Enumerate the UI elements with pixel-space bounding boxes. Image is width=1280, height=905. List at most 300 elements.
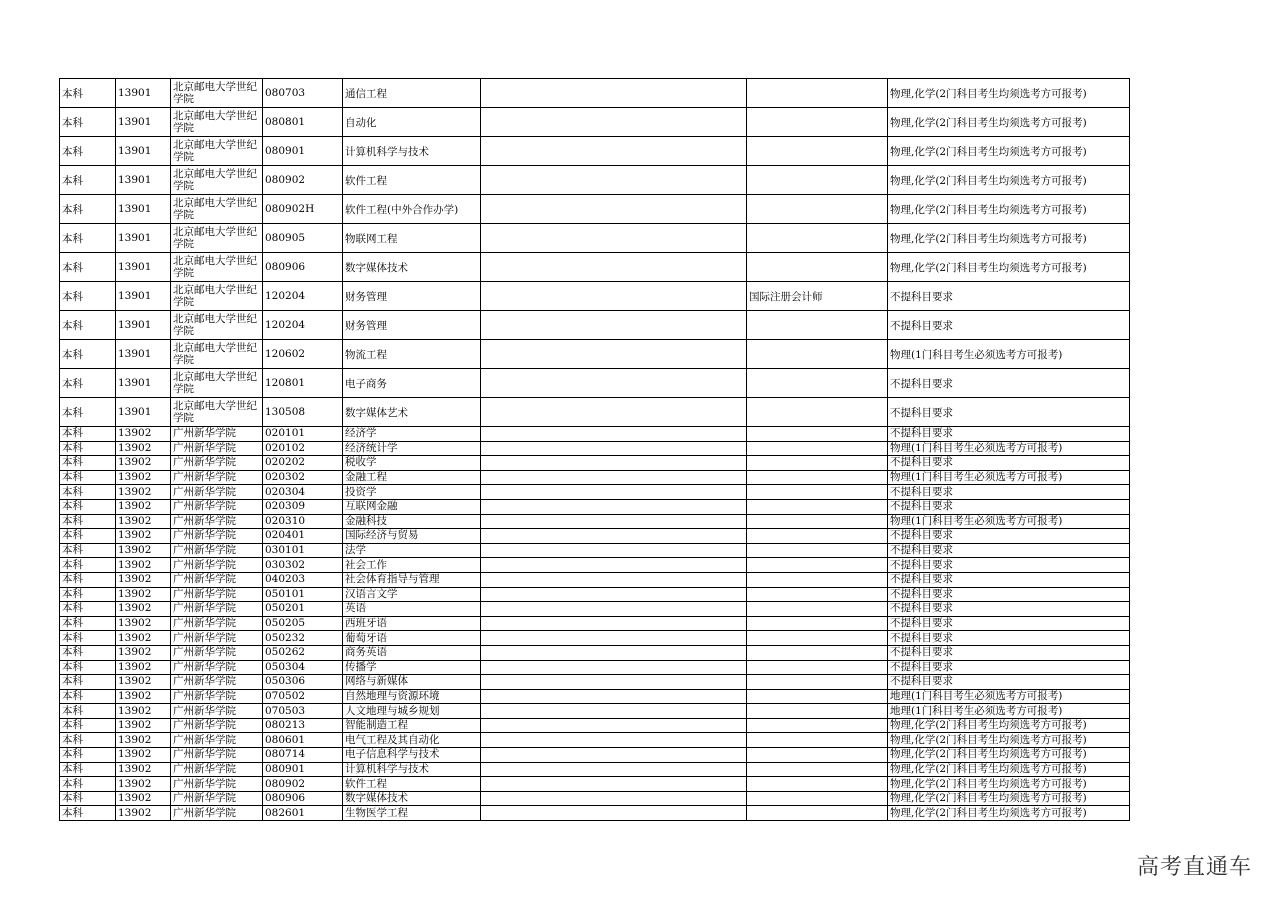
- cell-school-name: 广州新华学院: [171, 529, 263, 544]
- cell-level: 本科: [60, 108, 116, 137]
- cell-major-name: 生物医学工程: [343, 806, 481, 821]
- table-row: [60, 748, 1130, 763]
- table-row: [60, 282, 1130, 311]
- cell-school-name: 北京邮电大学世纪学院: [171, 79, 263, 108]
- cell-level: 本科: [60, 718, 116, 733]
- cell-certificate: [747, 762, 888, 777]
- table-row: [60, 543, 1130, 558]
- cell-note: [481, 806, 747, 821]
- cell-major-name: 商务英语: [343, 645, 481, 660]
- cell-school-name: 广州新华学院: [171, 733, 263, 748]
- cell-school-name: 广州新华学院: [171, 558, 263, 573]
- cell-level: 本科: [60, 456, 116, 471]
- table-row: [60, 572, 1130, 587]
- cell-certificate: [747, 311, 888, 340]
- cell-note: [481, 543, 747, 558]
- cell-certificate: [747, 456, 888, 471]
- cell-level: 本科: [60, 748, 116, 763]
- cell-major-code: 080906: [263, 253, 343, 282]
- cell-school-name: 广州新华学院: [171, 543, 263, 558]
- table-row: [60, 485, 1130, 500]
- cell-major-code: 080703: [263, 79, 343, 108]
- table-row: [60, 456, 1130, 471]
- cell-subject-requirement: 物理,化学(2门科目考生均须选考方可报考): [888, 137, 1130, 166]
- cell-certificate: [747, 572, 888, 587]
- cell-level: 本科: [60, 166, 116, 195]
- cell-major-code: 020101: [263, 427, 343, 442]
- cell-subject-requirement: 物理(1门科目考生必须选考方可报考): [888, 514, 1130, 529]
- cell-note: [481, 762, 747, 777]
- cell-major-code: 080213: [263, 718, 343, 733]
- cell-certificate: [747, 704, 888, 719]
- cell-school-name: 广州新华学院: [171, 645, 263, 660]
- cell-school-name: 广州新华学院: [171, 791, 263, 806]
- cell-certificate: [747, 558, 888, 573]
- cell-certificate: [747, 616, 888, 631]
- cell-note: [481, 470, 747, 485]
- table-row: [60, 195, 1130, 224]
- cell-level: 本科: [60, 398, 116, 427]
- cell-school-code: 13902: [116, 631, 171, 646]
- cell-school-name: 广州新华学院: [171, 689, 263, 704]
- cell-note: [481, 587, 747, 602]
- cell-major-code: 080801: [263, 108, 343, 137]
- cell-certificate: [747, 675, 888, 690]
- cell-major-code: 080901: [263, 762, 343, 777]
- cell-school-name: 广州新华学院: [171, 777, 263, 792]
- cell-school-name: 北京邮电大学世纪学院: [171, 369, 263, 398]
- cell-major-code: 120204: [263, 282, 343, 311]
- cell-note: [481, 645, 747, 660]
- cell-major-code: 120602: [263, 340, 343, 369]
- cell-level: 本科: [60, 689, 116, 704]
- cell-major-name: 数字媒体技术: [343, 253, 481, 282]
- cell-school-code: 13901: [116, 137, 171, 166]
- cell-major-code: 020202: [263, 456, 343, 471]
- cell-subject-requirement: 物理,化学(2门科目考生均须选考方可报考): [888, 79, 1130, 108]
- cell-school-name: 广州新华学院: [171, 499, 263, 514]
- cell-note: [481, 572, 747, 587]
- table-row: [60, 470, 1130, 485]
- cell-subject-requirement: 不提科目要求: [888, 572, 1130, 587]
- cell-school-name: 北京邮电大学世纪学院: [171, 311, 263, 340]
- table-row: [60, 704, 1130, 719]
- cell-major-code: 040203: [263, 572, 343, 587]
- cell-level: 本科: [60, 616, 116, 631]
- cell-major-code: 020310: [263, 514, 343, 529]
- cell-certificate: [747, 427, 888, 442]
- cell-note: [481, 340, 747, 369]
- cell-major-name: 数字媒体艺术: [343, 398, 481, 427]
- cell-major-name: 数字媒体技术: [343, 791, 481, 806]
- cell-major-code: 020302: [263, 470, 343, 485]
- cell-school-name: 广州新华学院: [171, 660, 263, 675]
- cell-major-name: 金融工程: [343, 470, 481, 485]
- cell-major-name: 汉语言文学: [343, 587, 481, 602]
- cell-note: [481, 398, 747, 427]
- cell-major-code: 020304: [263, 485, 343, 500]
- cell-school-code: 13902: [116, 718, 171, 733]
- cell-major-name: 国际经济与贸易: [343, 529, 481, 544]
- cell-certificate: [747, 108, 888, 137]
- cell-school-name: 广州新华学院: [171, 485, 263, 500]
- cell-school-name: 广州新华学院: [171, 704, 263, 719]
- cell-major-name: 计算机科学与技术: [343, 137, 481, 166]
- cell-certificate: [747, 485, 888, 500]
- cell-school-code: 13902: [116, 499, 171, 514]
- cell-major-name: 自然地理与资源环境: [343, 689, 481, 704]
- cell-note: [481, 631, 747, 646]
- cell-subject-requirement: 物理(1门科目考生必须选考方可报考): [888, 441, 1130, 456]
- cell-school-code: 13901: [116, 253, 171, 282]
- cell-major-name: 英语: [343, 602, 481, 617]
- cell-note: [481, 777, 747, 792]
- table-row: [60, 645, 1130, 660]
- cell-certificate: 国际注册会计师: [747, 282, 888, 311]
- cell-level: 本科: [60, 762, 116, 777]
- cell-major-code: 050232: [263, 631, 343, 646]
- table-row: [60, 733, 1130, 748]
- cell-major-code: 082601: [263, 806, 343, 821]
- table-row: [60, 631, 1130, 646]
- cell-level: 本科: [60, 340, 116, 369]
- cell-major-name: 电气工程及其自动化: [343, 733, 481, 748]
- cell-major-name: 税收学: [343, 456, 481, 471]
- cell-subject-requirement: 不提科目要求: [888, 645, 1130, 660]
- cell-certificate: [747, 369, 888, 398]
- cell-major-code: 130508: [263, 398, 343, 427]
- cell-school-code: 13902: [116, 645, 171, 660]
- cell-certificate: [747, 791, 888, 806]
- cell-level: 本科: [60, 224, 116, 253]
- cell-school-name: 北京邮电大学世纪学院: [171, 224, 263, 253]
- cell-school-code: 13901: [116, 340, 171, 369]
- cell-certificate: [747, 340, 888, 369]
- cell-note: [481, 311, 747, 340]
- cell-major-name: 电子商务: [343, 369, 481, 398]
- cell-school-code: 13902: [116, 543, 171, 558]
- cell-major-name: 西班牙语: [343, 616, 481, 631]
- cell-school-code: 13902: [116, 572, 171, 587]
- cell-major-name: 财务管理: [343, 311, 481, 340]
- cell-certificate: [747, 748, 888, 763]
- cell-major-code: 080902H: [263, 195, 343, 224]
- cell-school-code: 13901: [116, 79, 171, 108]
- cell-level: 本科: [60, 704, 116, 719]
- cell-school-code: 13902: [116, 558, 171, 573]
- cell-major-name: 金融科技: [343, 514, 481, 529]
- cell-subject-requirement: 不提科目要求: [888, 602, 1130, 617]
- table-row: [60, 253, 1130, 282]
- table-row: [60, 718, 1130, 733]
- cell-subject-requirement: 不提科目要求: [888, 485, 1130, 500]
- table-row: [60, 499, 1130, 514]
- cell-note: [481, 660, 747, 675]
- table-row: [60, 166, 1130, 195]
- cell-major-name: 电子信息科学与技术: [343, 748, 481, 763]
- cell-school-name: 北京邮电大学世纪学院: [171, 195, 263, 224]
- cell-note: [481, 224, 747, 253]
- cell-school-code: 13902: [116, 704, 171, 719]
- cell-major-name: 物流工程: [343, 340, 481, 369]
- cell-school-code: 13902: [116, 660, 171, 675]
- cell-major-name: 软件工程: [343, 777, 481, 792]
- table-row: [60, 558, 1130, 573]
- cell-certificate: [747, 733, 888, 748]
- cell-school-name: 广州新华学院: [171, 587, 263, 602]
- table-row: [60, 529, 1130, 544]
- cell-major-name: 网络与新媒体: [343, 675, 481, 690]
- cell-note: [481, 456, 747, 471]
- cell-subject-requirement: 地理(1门科目考生必须选考方可报考): [888, 704, 1130, 719]
- cell-certificate: [747, 224, 888, 253]
- cell-school-code: 13902: [116, 806, 171, 821]
- table-row: [60, 616, 1130, 631]
- cell-level: 本科: [60, 311, 116, 340]
- cell-major-code: 030101: [263, 543, 343, 558]
- table-row: [60, 762, 1130, 777]
- table-row: [60, 311, 1130, 340]
- cell-certificate: [747, 602, 888, 617]
- cell-school-name: 广州新华学院: [171, 441, 263, 456]
- cell-level: 本科: [60, 587, 116, 602]
- cell-subject-requirement: 物理,化学(2门科目考生均须选考方可报考): [888, 195, 1130, 224]
- cell-certificate: [747, 777, 888, 792]
- cell-note: [481, 514, 747, 529]
- cell-school-name: 广州新华学院: [171, 762, 263, 777]
- table-row: [60, 806, 1130, 821]
- cell-major-code: 080905: [263, 224, 343, 253]
- cell-major-code: 080902: [263, 166, 343, 195]
- cell-major-code: 050201: [263, 602, 343, 617]
- cell-level: 本科: [60, 602, 116, 617]
- cell-major-name: 智能制造工程: [343, 718, 481, 733]
- cell-subject-requirement: 物理(1门科目考生必须选考方可报考): [888, 340, 1130, 369]
- cell-major-code: 080901: [263, 137, 343, 166]
- cell-major-code: 050306: [263, 675, 343, 690]
- cell-note: [481, 137, 747, 166]
- cell-certificate: [747, 195, 888, 224]
- cell-note: [481, 748, 747, 763]
- cell-subject-requirement: 不提科目要求: [888, 558, 1130, 573]
- cell-major-code: 080601: [263, 733, 343, 748]
- cell-certificate: [747, 253, 888, 282]
- table-row: [60, 791, 1130, 806]
- table-row: [60, 441, 1130, 456]
- cell-school-name: 广州新华学院: [171, 718, 263, 733]
- cell-school-name: 广州新华学院: [171, 616, 263, 631]
- cell-certificate: [747, 689, 888, 704]
- cell-school-code: 13901: [116, 195, 171, 224]
- cell-level: 本科: [60, 733, 116, 748]
- cell-certificate: [747, 166, 888, 195]
- cell-school-code: 13902: [116, 748, 171, 763]
- cell-note: [481, 602, 747, 617]
- table-row: [60, 340, 1130, 369]
- cell-subject-requirement: 不提科目要求: [888, 427, 1130, 442]
- cell-certificate: [747, 587, 888, 602]
- cell-subject-requirement: 不提科目要求: [888, 282, 1130, 311]
- table-row: [60, 79, 1130, 108]
- cell-level: 本科: [60, 572, 116, 587]
- cell-school-name: 广州新华学院: [171, 748, 263, 763]
- cell-level: 本科: [60, 660, 116, 675]
- cell-school-code: 13902: [116, 529, 171, 544]
- cell-level: 本科: [60, 558, 116, 573]
- cell-school-name: 广州新华学院: [171, 675, 263, 690]
- cell-note: [481, 558, 747, 573]
- cell-certificate: [747, 631, 888, 646]
- cell-certificate: [747, 470, 888, 485]
- cell-school-name: 北京邮电大学世纪学院: [171, 137, 263, 166]
- cell-note: [481, 791, 747, 806]
- cell-major-code: 030302: [263, 558, 343, 573]
- cell-note: [481, 427, 747, 442]
- cell-note: [481, 499, 747, 514]
- cell-subject-requirement: 不提科目要求: [888, 631, 1130, 646]
- cell-certificate: [747, 645, 888, 660]
- cell-note: [481, 704, 747, 719]
- cell-major-name: 自动化: [343, 108, 481, 137]
- cell-level: 本科: [60, 675, 116, 690]
- cell-major-name: 法学: [343, 543, 481, 558]
- cell-note: [481, 485, 747, 500]
- cell-subject-requirement: 物理,化学(2门科目考生均须选考方可报考): [888, 733, 1130, 748]
- cell-school-name: 广州新华学院: [171, 602, 263, 617]
- cell-note: [481, 253, 747, 282]
- cell-subject-requirement: 不提科目要求: [888, 616, 1130, 631]
- cell-major-code: 080902: [263, 777, 343, 792]
- cell-subject-requirement: 物理(1门科目考生必须选考方可报考): [888, 470, 1130, 485]
- cell-school-code: 13901: [116, 369, 171, 398]
- cell-school-code: 13902: [116, 791, 171, 806]
- cell-subject-requirement: 物理,化学(2门科目考生均须选考方可报考): [888, 166, 1130, 195]
- table-row: [60, 514, 1130, 529]
- cell-level: 本科: [60, 529, 116, 544]
- cell-level: 本科: [60, 514, 116, 529]
- cell-certificate: [747, 398, 888, 427]
- cell-major-code: 020401: [263, 529, 343, 544]
- cell-subject-requirement: 物理,化学(2门科目考生均须选考方可报考): [888, 806, 1130, 821]
- cell-school-name: 北京邮电大学世纪学院: [171, 282, 263, 311]
- cell-school-code: 13902: [116, 441, 171, 456]
- cell-major-code: 050262: [263, 645, 343, 660]
- table-row: [60, 369, 1130, 398]
- cell-school-code: 13902: [116, 777, 171, 792]
- cell-subject-requirement: 不提科目要求: [888, 660, 1130, 675]
- cell-school-name: 广州新华学院: [171, 806, 263, 821]
- cell-school-code: 13902: [116, 456, 171, 471]
- cell-school-name: 广州新华学院: [171, 572, 263, 587]
- cell-major-name: 人文地理与城乡规划: [343, 704, 481, 719]
- cell-certificate: [747, 137, 888, 166]
- cell-school-name: 北京邮电大学世纪学院: [171, 340, 263, 369]
- cell-school-code: 13902: [116, 602, 171, 617]
- cell-school-name: 北京邮电大学世纪学院: [171, 398, 263, 427]
- cell-school-name: 广州新华学院: [171, 514, 263, 529]
- cell-note: [481, 675, 747, 690]
- cell-subject-requirement: 物理,化学(2门科目考生均须选考方可报考): [888, 224, 1130, 253]
- cell-school-name: 北京邮电大学世纪学院: [171, 166, 263, 195]
- cell-school-code: 13901: [116, 108, 171, 137]
- cell-level: 本科: [60, 485, 116, 500]
- cell-note: [481, 369, 747, 398]
- cell-level: 本科: [60, 543, 116, 558]
- cell-subject-requirement: 不提科目要求: [888, 543, 1130, 558]
- cell-school-name: 北京邮电大学世纪学院: [171, 253, 263, 282]
- cell-major-name: 葡萄牙语: [343, 631, 481, 646]
- cell-major-name: 社会工作: [343, 558, 481, 573]
- cell-level: 本科: [60, 470, 116, 485]
- cell-school-name: 北京邮电大学世纪学院: [171, 108, 263, 137]
- cell-subject-requirement: 不提科目要求: [888, 456, 1130, 471]
- cell-subject-requirement: 不提科目要求: [888, 398, 1130, 427]
- cell-level: 本科: [60, 777, 116, 792]
- cell-school-code: 13901: [116, 224, 171, 253]
- cell-level: 本科: [60, 645, 116, 660]
- cell-school-code: 13901: [116, 311, 171, 340]
- table-row: [60, 777, 1130, 792]
- cell-certificate: [747, 718, 888, 733]
- cell-note: [481, 195, 747, 224]
- table-row: [60, 602, 1130, 617]
- cell-major-name: 物联网工程: [343, 224, 481, 253]
- table-row: [60, 675, 1130, 690]
- cell-subject-requirement: 不提科目要求: [888, 311, 1130, 340]
- cell-subject-requirement: 物理,化学(2门科目考生均须选考方可报考): [888, 762, 1130, 777]
- cell-level: 本科: [60, 282, 116, 311]
- cell-subject-requirement: 不提科目要求: [888, 499, 1130, 514]
- cell-major-name: 财务管理: [343, 282, 481, 311]
- cell-certificate: [747, 441, 888, 456]
- cell-note: [481, 441, 747, 456]
- cell-major-code: 050205: [263, 616, 343, 631]
- cell-certificate: [747, 806, 888, 821]
- cell-note: [481, 282, 747, 311]
- cell-certificate: [747, 514, 888, 529]
- cell-major-name: 计算机科学与技术: [343, 762, 481, 777]
- cell-major-code: 050101: [263, 587, 343, 602]
- cell-school-code: 13901: [116, 166, 171, 195]
- cell-note: [481, 718, 747, 733]
- cell-note: [481, 166, 747, 195]
- cell-note: [481, 529, 747, 544]
- cell-note: [481, 108, 747, 137]
- table-row: [60, 660, 1130, 675]
- cell-school-code: 13902: [116, 675, 171, 690]
- cell-major-code: 070502: [263, 689, 343, 704]
- cell-school-code: 13902: [116, 514, 171, 529]
- cell-school-code: 13902: [116, 587, 171, 602]
- table-body: [60, 79, 1130, 821]
- cell-level: 本科: [60, 253, 116, 282]
- cell-subject-requirement: 物理,化学(2门科目考生均须选考方可报考): [888, 791, 1130, 806]
- table-row: [60, 587, 1130, 602]
- cell-level: 本科: [60, 441, 116, 456]
- cell-school-code: 13902: [116, 616, 171, 631]
- cell-certificate: [747, 543, 888, 558]
- cell-school-code: 13901: [116, 282, 171, 311]
- cell-major-name: 经济学: [343, 427, 481, 442]
- cell-school-name: 广州新华学院: [171, 456, 263, 471]
- cell-level: 本科: [60, 631, 116, 646]
- cell-subject-requirement: 不提科目要求: [888, 529, 1130, 544]
- cell-level: 本科: [60, 499, 116, 514]
- cell-subject-requirement: 物理,化学(2门科目考生均须选考方可报考): [888, 777, 1130, 792]
- cell-major-code: 120204: [263, 311, 343, 340]
- cell-school-code: 13901: [116, 398, 171, 427]
- cell-school-code: 13902: [116, 689, 171, 704]
